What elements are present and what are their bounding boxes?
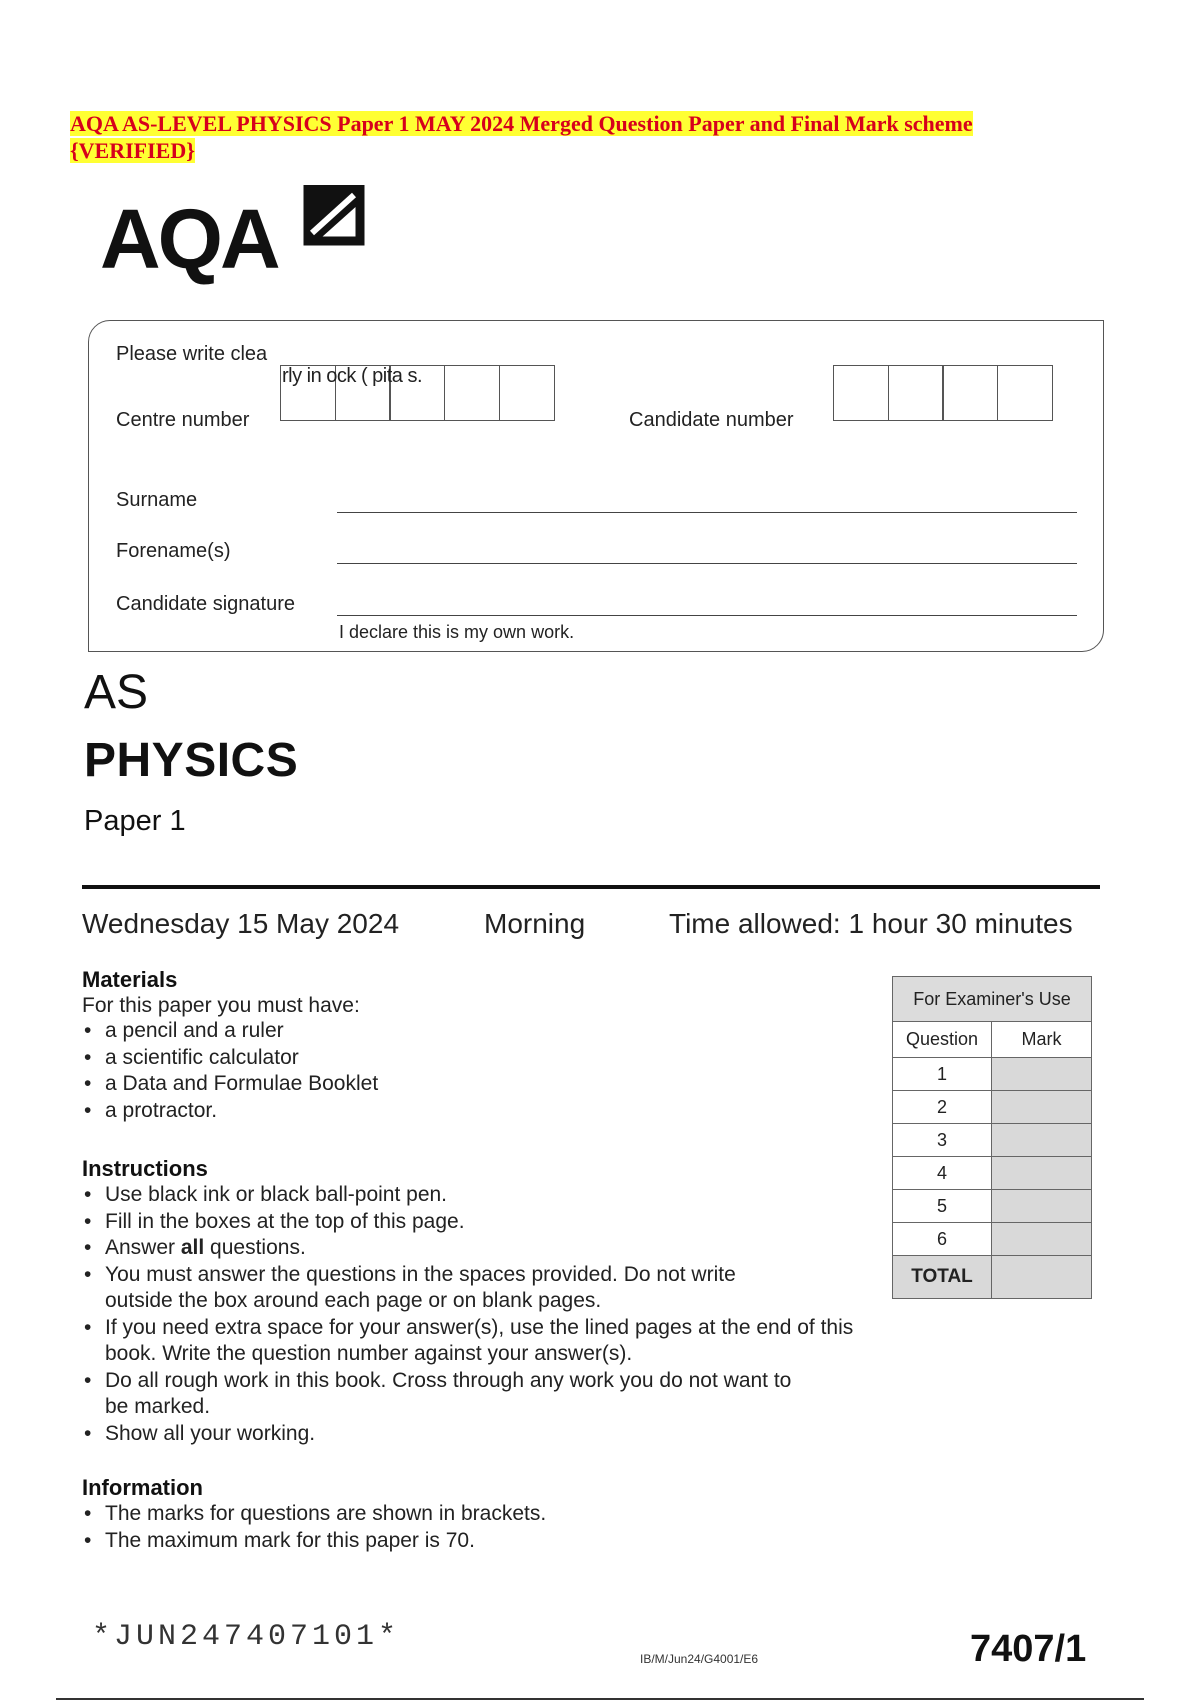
- centre-number-label: Centre number: [116, 409, 250, 431]
- total-row: [893, 1256, 1092, 1299]
- exam-date: Wednesday 15 May 2024: [82, 908, 400, 939]
- information-list: [82, 1501, 862, 1554]
- total-mark-cell: [992, 1256, 1092, 1299]
- aqa-tick-icon: [302, 185, 366, 249]
- question-number: 2: [893, 1091, 992, 1124]
- level-title: AS: [84, 666, 149, 719]
- candidate-digit-1[interactable]: [833, 365, 889, 421]
- answer-all-emphasis: all: [180, 1236, 205, 1259]
- centre-digit-5[interactable]: [499, 365, 555, 421]
- subject-title: PHYSICS: [84, 734, 299, 787]
- mark-cell: [992, 1190, 1092, 1223]
- table-row: [893, 1157, 1092, 1190]
- mark-cell: [992, 1223, 1092, 1256]
- document-reference: IB/M/Jun24/G4001/E6: [640, 1652, 759, 1666]
- materials-list: [82, 1018, 862, 1124]
- materials-section: [82, 967, 862, 1124]
- signature-label: Candidate signature: [116, 593, 296, 615]
- mark-column-header: Mark: [992, 1022, 1092, 1058]
- surname-label: Surname: [116, 489, 198, 511]
- paper-code: 7407/1: [970, 1628, 1087, 1670]
- materials-intro: For this paper you must have:: [82, 994, 360, 1017]
- candidate-digit-3[interactable]: [942, 365, 998, 421]
- document-banner: [70, 110, 1070, 164]
- candidate-number-boxes: [834, 365, 1053, 421]
- candidate-digit-4[interactable]: [997, 365, 1053, 421]
- forenames-field[interactable]: [337, 563, 1077, 564]
- forenames-label: Forename(s): [116, 540, 231, 562]
- table-row: [893, 1223, 1092, 1256]
- list-item: • a scientific calculator: [82, 1045, 862, 1072]
- exam-session: Morning: [484, 908, 586, 939]
- instructions-section: [82, 1156, 872, 1447]
- question-column-header: Question: [893, 1022, 992, 1058]
- aqa-logo: [100, 185, 370, 285]
- materials-heading: Materials: [82, 967, 178, 992]
- logo-text: AQA: [100, 192, 278, 286]
- declaration-text: I declare this is my own work.: [339, 622, 575, 642]
- question-number: 6: [893, 1223, 992, 1256]
- list-item: [82, 1235, 872, 1262]
- table-row: [893, 1058, 1092, 1091]
- question-number: 3: [893, 1124, 992, 1157]
- banner-text: AQA AS-LEVEL PHYSICS Paper 1 MAY 2024 Merged Question Paper and Final Mark scheme {VERIFIED}: [70, 111, 973, 163]
- barcode-text: *JUN247407101*: [92, 1620, 401, 1654]
- table-row: [893, 1190, 1092, 1223]
- candidate-number-label: Candidate number: [629, 409, 794, 431]
- signature-field[interactable]: [337, 615, 1077, 616]
- list-item: • Show all your working.: [82, 1421, 872, 1448]
- list-item: • a Data and Formulae Booklet: [82, 1071, 862, 1098]
- candidate-details-box: [88, 320, 1104, 652]
- information-heading: Information: [82, 1475, 203, 1500]
- instructions-heading: Instructions: [82, 1156, 208, 1181]
- list-item: • The maximum mark for this paper is 70.: [82, 1528, 862, 1555]
- instructions-list: [82, 1182, 872, 1447]
- instruction-overlay-text: rly in ock ( pita s.: [282, 365, 423, 387]
- list-item: • Fill in the boxes at the top of this page.: [82, 1209, 872, 1236]
- list-item: • a pencil and a ruler: [82, 1018, 862, 1045]
- list-item: • Do all rough work in this book. Cross through any work you do not want to be marked.: [82, 1368, 815, 1421]
- list-item: • Use black ink or black ball-point pen.: [82, 1182, 872, 1209]
- centre-digit-4[interactable]: [444, 365, 500, 421]
- surname-field[interactable]: [337, 512, 1077, 513]
- question-number: 5: [893, 1190, 992, 1223]
- examiner-table-title: For Examiner's Use: [893, 977, 1092, 1022]
- time-allowed: Time allowed: 1 hour 30 minutes: [669, 908, 1073, 939]
- list-item: • a protractor.: [82, 1098, 862, 1125]
- divider-rule: [82, 885, 1100, 889]
- examiner-use-table: [892, 976, 1092, 1299]
- information-section: [82, 1475, 862, 1554]
- mark-cell: [992, 1058, 1092, 1091]
- paper-title: Paper 1: [84, 805, 186, 837]
- table-row: [893, 1091, 1092, 1124]
- candidate-digit-2[interactable]: [888, 365, 944, 421]
- list-item: • If you need extra space for your answer(s), use the lined pages at the end of this book. Write the question number against your answer(s).: [82, 1315, 885, 1368]
- answer-text: Answer: [105, 1236, 181, 1259]
- question-number: 4: [893, 1157, 992, 1190]
- total-label: TOTAL: [893, 1256, 992, 1299]
- list-item: • You must answer the questions in the spaces provided. Do not write outside the box around each page or on blank pages.: [82, 1262, 805, 1315]
- mark-cell: [992, 1157, 1092, 1190]
- mark-cell: [992, 1124, 1092, 1157]
- list-item: • The marks for questions are shown in brackets.: [82, 1501, 862, 1528]
- question-number: 1: [893, 1058, 992, 1091]
- table-row: [893, 1124, 1092, 1157]
- answer-rest-text: questions.: [204, 1236, 306, 1259]
- write-clearly-instruction: Please write clea: [116, 343, 268, 365]
- mark-cell: [992, 1091, 1092, 1124]
